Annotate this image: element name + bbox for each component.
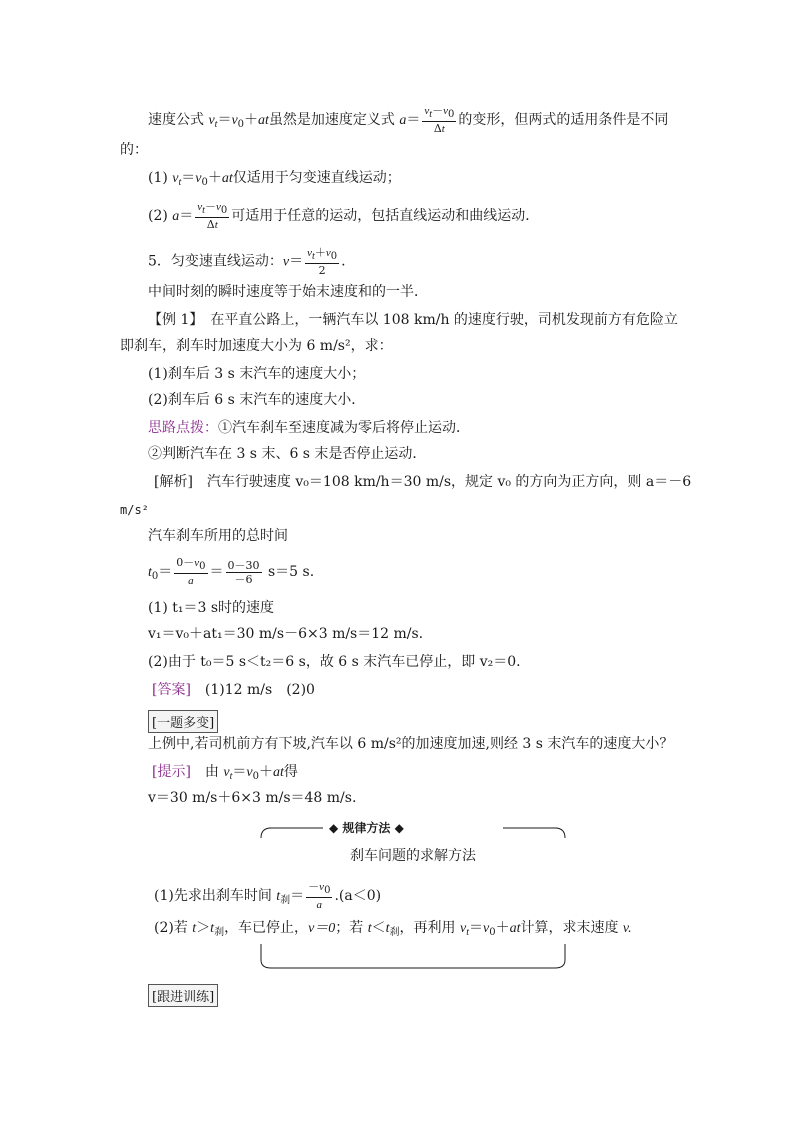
analysis-line-2: m/s²: [120, 503, 149, 517]
condition-2: (2) a＝ $\frac{vt-v0}{\Delta t}$ 可适用于任意的运动，包括直线运动和曲线运动．: [148, 200, 540, 231]
t0-formula: $t_0=$ $\frac{0-v0}{a}$ ＝ $\frac{0-30}{-6}$ s＝5 s.: [148, 556, 315, 587]
analysis-line-1: [解析] 汽车行驶速度 v₀＝108 km/h＝30 m/s，规定 v₀ 的方向为正方向，则 a＝－6: [154, 474, 692, 490]
example-label: 【例 1】: [148, 312, 197, 328]
hint-line-2: ②判断汽车在 3 s 末、6 s 末是否停止运动．: [148, 446, 427, 462]
hint-line-1: 思路点拨：①汽车刹车至速度减为零后将停止运动．: [148, 420, 470, 436]
variant-label: [一题多变]: [148, 710, 218, 733]
variant-question: 上例中,若司机前方有下坡,汽车以 6 m/s²的加速度加速,则经 3 s 末汽车的速度大小？: [148, 736, 674, 752]
method-header: ◆ 规律方法 ◆: [329, 821, 404, 835]
accel-fraction: $\frac{vt-v0}{\Delta t}$: [424, 104, 455, 135]
question-1: (1)刹车后 3 s 末汽车的速度大小；: [148, 366, 366, 382]
step-1-eq: v₁＝v₀＋at₁＝30 m/s－6×3 m/s＝12 m/s.: [148, 626, 424, 642]
total-time-label: 汽车刹车所用的总时间: [148, 528, 288, 544]
formula-line-2: 的：: [120, 142, 148, 158]
followup-label: [跟进训练]: [148, 984, 218, 1007]
question-2: (2)刹车后 6 s 末汽车的速度大小．: [148, 392, 366, 408]
variant-hint-label: [提示]: [152, 764, 191, 780]
condition-1: (1) $v_t=v_0+at$仅适用于匀变速直线运动；: [148, 170, 401, 188]
variant-calc: v＝30 m/s＋6×3 m/s＝48 m/s.: [148, 790, 357, 806]
example-line-1: 【例 1】 在平直公路上，一辆汽车以 108 km/h 的速度行驶，司机发现前方有危险立: [148, 312, 678, 328]
analysis-label: [解析]: [154, 474, 193, 490]
formula-line-1: 速度公式 $v_t=v_0+at$虽然是加速度定义式 a＝ $\frac{vt-v0}{\Delta t}$ 的变形，但两式的适用条件是不同: [148, 104, 669, 135]
item-5: 5．匀变速直线运动：v＝ $\frac{vt+v0}{2}$ .: [148, 246, 346, 277]
variant-hint: [提示] 由 $v_t=v_0+at$得: [152, 764, 298, 782]
method-line-1: (1)先求出刹车时间 $t_刹=$ $\frac{-v0}{a}$ .(a＜0): [154, 880, 382, 911]
answer-line: [答案] (1)12 m/s (2)0: [152, 682, 315, 698]
method-title: 刹车问题的求解方法: [350, 848, 476, 864]
hint-label: 思路点拨：: [148, 420, 218, 436]
step-2: (2)由于 t₀＝5 s＜t₂＝6 s，故 6 s 末汽车已停止，即 v₂＝0.: [148, 654, 521, 670]
answer-label: [答案]: [152, 682, 191, 698]
example-line-2: 即刹车，刹车时加速度大小为 6 m/s²，求：: [120, 338, 393, 354]
mid-time-note: 中间时刻的瞬时速度等于始末速度和的一半．: [148, 284, 428, 300]
method-line-2: (2)若 $t>t_刹$，车已停止，v＝0；若 $t<t_刹$，再利用 $v_t=v_0+at$计算，求末速度 v.: [154, 920, 632, 938]
step-1: (1) t₁＝3 s时的速度: [148, 600, 275, 616]
